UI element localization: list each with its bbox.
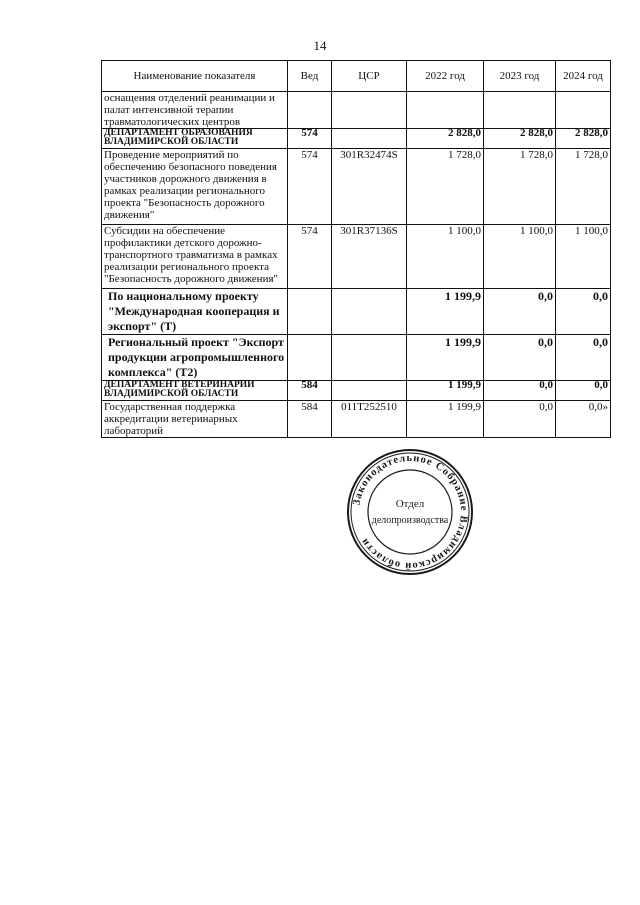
row-ved: 584 — [288, 401, 332, 438]
row-2023 — [484, 92, 556, 129]
row-ved — [288, 289, 332, 335]
header-ved: Вед — [288, 61, 332, 92]
row-name: ДЕПАРТАМЕНТ ОБРАЗОВАНИЯ ВЛАДИМИРСКОЙ ОБЛАСТИ — [102, 129, 288, 149]
row-ved: 574 — [288, 129, 332, 149]
row-2022: 1 199,9 — [407, 401, 484, 438]
header-2023: 2023 год — [484, 61, 556, 92]
row-2023: 0,0 — [484, 381, 556, 401]
row-name: Субсидии на обеспечение профилактики детского дорожно-транспортного травматизма в рамках реализации регионального проекта "Безопасность дорожного движения" — [102, 225, 288, 289]
row-name: Государственная поддержка аккредитации ветеринарных лабораторий — [102, 401, 288, 438]
table-header-row — [102, 61, 611, 92]
row-name: Региональный проект "Экспорт продукции агропромышленного комплекса" (Т2) — [102, 335, 288, 381]
row-2023: 0,0 — [484, 335, 556, 381]
row-2022: 1 199,9 — [407, 289, 484, 335]
row-2024: 0,0 — [556, 289, 611, 335]
row-2024: 1 728,0 — [556, 149, 611, 225]
row-2024 — [556, 92, 611, 129]
table-row — [102, 149, 611, 225]
row-csr — [332, 289, 407, 335]
row-2024: 0,0 — [556, 381, 611, 401]
row-2022: 1 199,9 — [407, 335, 484, 381]
row-csr — [332, 92, 407, 129]
row-ved — [288, 92, 332, 129]
row-2023: 1 728,0 — [484, 149, 556, 225]
row-2023: 1 100,0 — [484, 225, 556, 289]
table-row — [102, 92, 611, 129]
row-name: Проведение мероприятий по обеспечению безопасного поведения участников дорожного движения в рамках реализации регионального проекта "Безопасность дорожного движения" — [102, 149, 288, 225]
row-2022: 1 199,9 — [407, 381, 484, 401]
row-2022 — [407, 92, 484, 129]
stamp-ring-text: Законодательное Собрание Владимирской области — [351, 452, 470, 572]
row-2024: 1 100,0 — [556, 225, 611, 289]
row-2024: 2 828,0 — [556, 129, 611, 149]
stamp-center-line2: делопроизводства — [371, 515, 449, 526]
row-name: По национальному проекту "Международная кооперация и экспорт" (Т) — [102, 289, 288, 335]
row-name: ДЕПАРТАМЕНТ ВЕТЕРИНАРИИ ВЛАДИМИРСКОЙ ОБЛАСТИ — [102, 381, 288, 401]
official-stamp — [345, 447, 475, 577]
row-2022: 2 828,0 — [407, 129, 484, 149]
row-ved: 574 — [288, 225, 332, 289]
row-2024: 0,0» — [556, 401, 611, 438]
row-2023: 0,0 — [484, 289, 556, 335]
table-row-department — [102, 381, 611, 401]
header-2022: 2022 год — [407, 61, 484, 92]
stamp-center-line1: Отдел — [395, 498, 425, 510]
row-2024: 0,0 — [556, 335, 611, 381]
row-csr — [332, 381, 407, 401]
table-row — [102, 401, 611, 438]
table-row — [102, 225, 611, 289]
table-row-project — [102, 335, 611, 381]
row-2022: 1 100,0 — [407, 225, 484, 289]
header-csr: ЦСР — [332, 61, 407, 92]
budget-table — [101, 60, 611, 438]
row-csr: 301R37136S — [332, 225, 407, 289]
table-row-department — [102, 129, 611, 149]
header-name: Наименование показателя — [102, 61, 288, 92]
table-row-project — [102, 289, 611, 335]
page-number: 14 — [313, 38, 327, 53]
row-ved — [288, 335, 332, 381]
header-2024: 2024 год — [556, 61, 611, 92]
row-name: оснащения отделений реанимации и палат интенсивной терапии травматологических центров — [102, 92, 288, 129]
stamp-outer-ring — [348, 450, 472, 574]
row-2023: 2 828,0 — [484, 129, 556, 149]
stamp-inner-ring — [368, 470, 452, 554]
row-ved: 584 — [288, 381, 332, 401]
row-ved: 574 — [288, 149, 332, 225]
row-csr: 011T252510 — [332, 401, 407, 438]
row-2022: 1 728,0 — [407, 149, 484, 225]
row-csr: 301R32474S — [332, 149, 407, 225]
row-2023: 0,0 — [484, 401, 556, 438]
row-csr — [332, 335, 407, 381]
row-csr — [332, 129, 407, 149]
